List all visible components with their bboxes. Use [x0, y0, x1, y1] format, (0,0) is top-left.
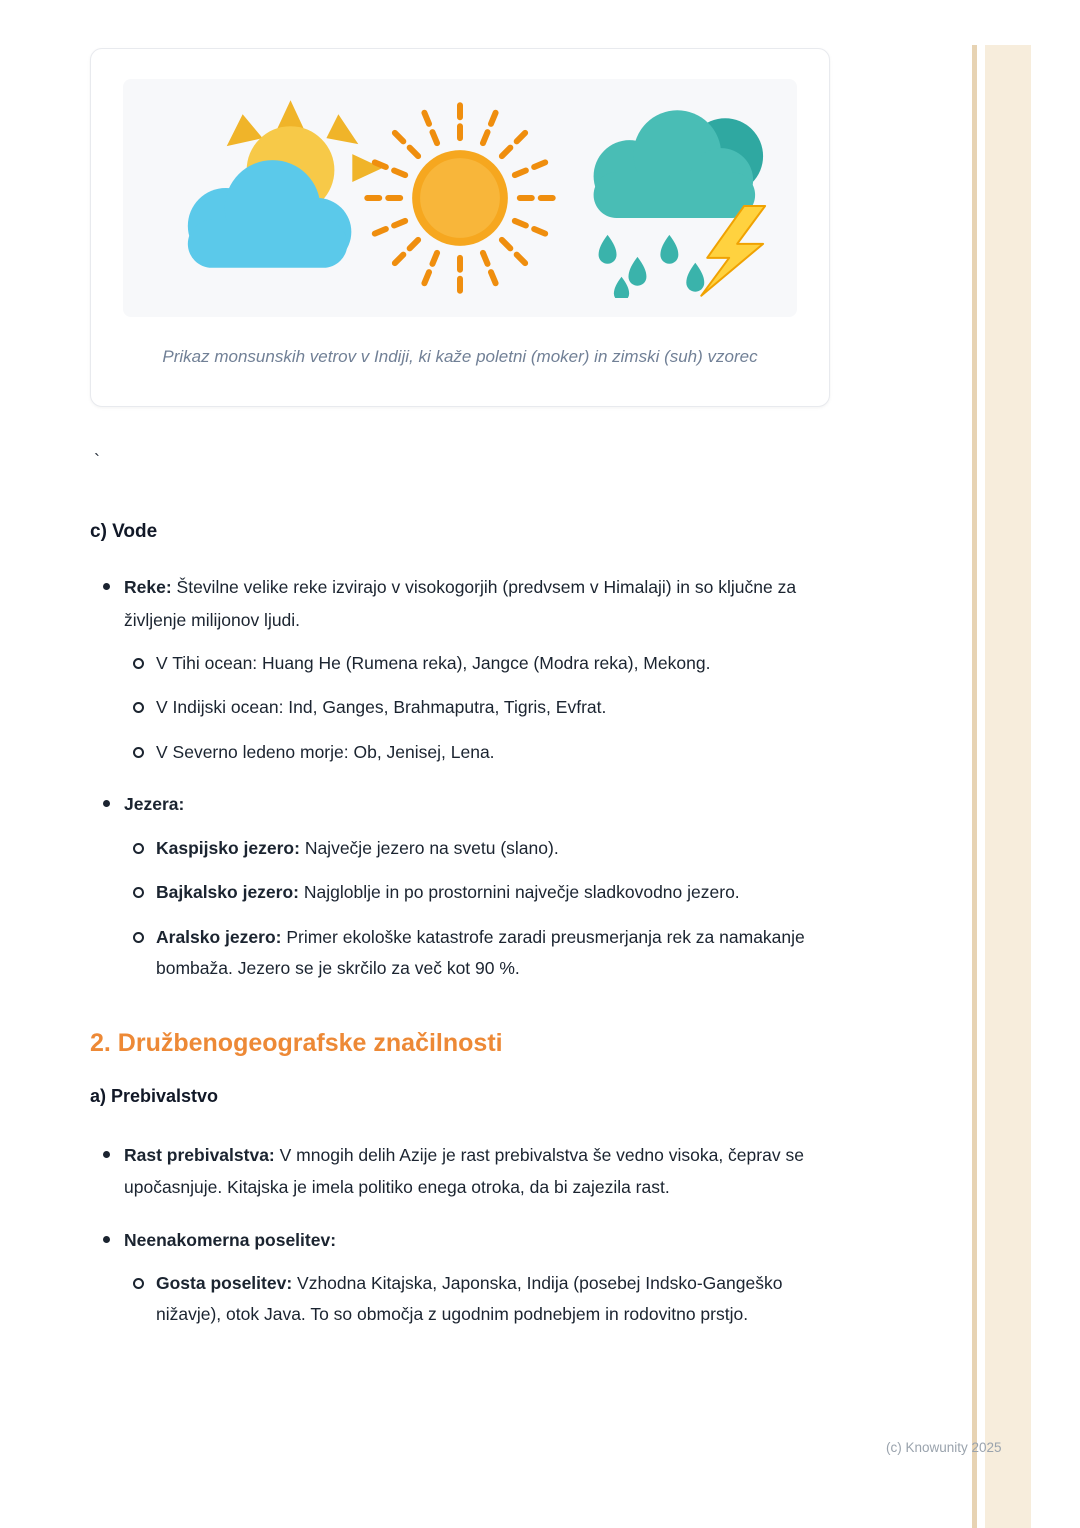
list-item	[124, 737, 830, 769]
raindrops	[599, 235, 705, 298]
stray-backtick: `	[94, 451, 100, 472]
section-2-heading: 2. Družbenogeografske značilnosti	[90, 1028, 503, 1057]
weather-illustration	[123, 79, 797, 317]
list-item-lead: Gosta poselitev:	[156, 1272, 293, 1293]
list-item-text: V Indijski ocean: Ind, Ganges, Brahmaputra, Tigris, Evfrat.	[156, 697, 607, 718]
list-item-text: Primer ekološke katastrofe zaradi preusmerjanja rek za namakanje bombaža. Jezero se je skrčilo za več kot 90 %.	[156, 926, 805, 979]
jezera-sublist	[124, 833, 830, 985]
list-item-lead: Kaspijsko jezero:	[156, 837, 300, 858]
copyright-footer: (c) Knowunity 2025	[886, 1440, 1002, 1455]
list-item-text: V Tihi ocean: Huang He (Rumena reka), Jangce (Modra reka), Mekong.	[156, 652, 711, 673]
list-item	[124, 877, 830, 909]
list-item-lead: Neenakomerna poselitev:	[124, 1229, 337, 1250]
list-item	[124, 648, 830, 680]
list-item	[124, 692, 830, 724]
sun-icon	[362, 100, 557, 295]
figure-caption: Prikaz monsunskih vetrov v Indiji, ki kaže poletni (moker) in zimski (suh) vzorec	[162, 347, 758, 366]
list-item-lead: Jezera:	[124, 794, 185, 815]
list-item-lead: Rast prebivalstva:	[124, 1144, 275, 1165]
list-item-jezera	[90, 788, 830, 984]
list-item-poselitev	[90, 1224, 830, 1331]
poselitev-sublist	[124, 1268, 830, 1331]
list-item-reke	[90, 571, 830, 768]
list-item-text: Največje jezero na svetu (slano).	[299, 837, 559, 858]
section-c-heading: c) Vode	[90, 521, 158, 543]
list-item-lead: Reke:	[124, 577, 172, 598]
list-item	[124, 1268, 830, 1331]
document-content	[90, 48, 830, 1351]
sun-behind-cloud-icon	[188, 100, 382, 267]
lightning-bolt	[701, 206, 765, 296]
list-item-text: V mnogih delih Azije je rast prebivalstva še vedno visoka, čeprav se upočasnjuje. Kitajska je imela politiko enega otroka, da bi zajezila rast.	[124, 1144, 804, 1198]
page-edge-line	[972, 45, 977, 1528]
list-item-text: Najgloblje in po prostornini največje sladkovodno jezero.	[298, 882, 740, 903]
list-item-rast	[90, 1139, 830, 1204]
figure-card	[90, 48, 830, 407]
list-item-lead: Aralsko jezero:	[156, 926, 282, 947]
list-item-text: Vzhodna Kitajska, Japonska, Indija (posebej Indsko-Gangeško nižavje), otok Java. To so območja z ugodnim podnebjem in rodovitno prstjo.	[156, 1272, 783, 1325]
list-item-lead: Bajkalsko jezero:	[156, 882, 299, 903]
list-item	[124, 922, 830, 985]
storm-cloud-rain-lightning-icon	[594, 110, 765, 298]
prebivalstvo-list	[90, 1139, 830, 1331]
reke-sublist	[124, 648, 830, 769]
list-item	[124, 833, 830, 865]
subsection-a-heading: a) Prebivalstvo	[90, 1085, 219, 1106]
list-item-text: V Severno ledeno morje: Ob, Jenisej, Lena.	[156, 741, 495, 762]
page-edge-stripe	[985, 45, 1031, 1528]
vode-list	[90, 571, 830, 985]
list-item-text: Številne velike reke izvirajo v visokogorjih (predvsem v Himalaji) in so ključne za življenje milijonov ljudi.	[124, 577, 797, 630]
